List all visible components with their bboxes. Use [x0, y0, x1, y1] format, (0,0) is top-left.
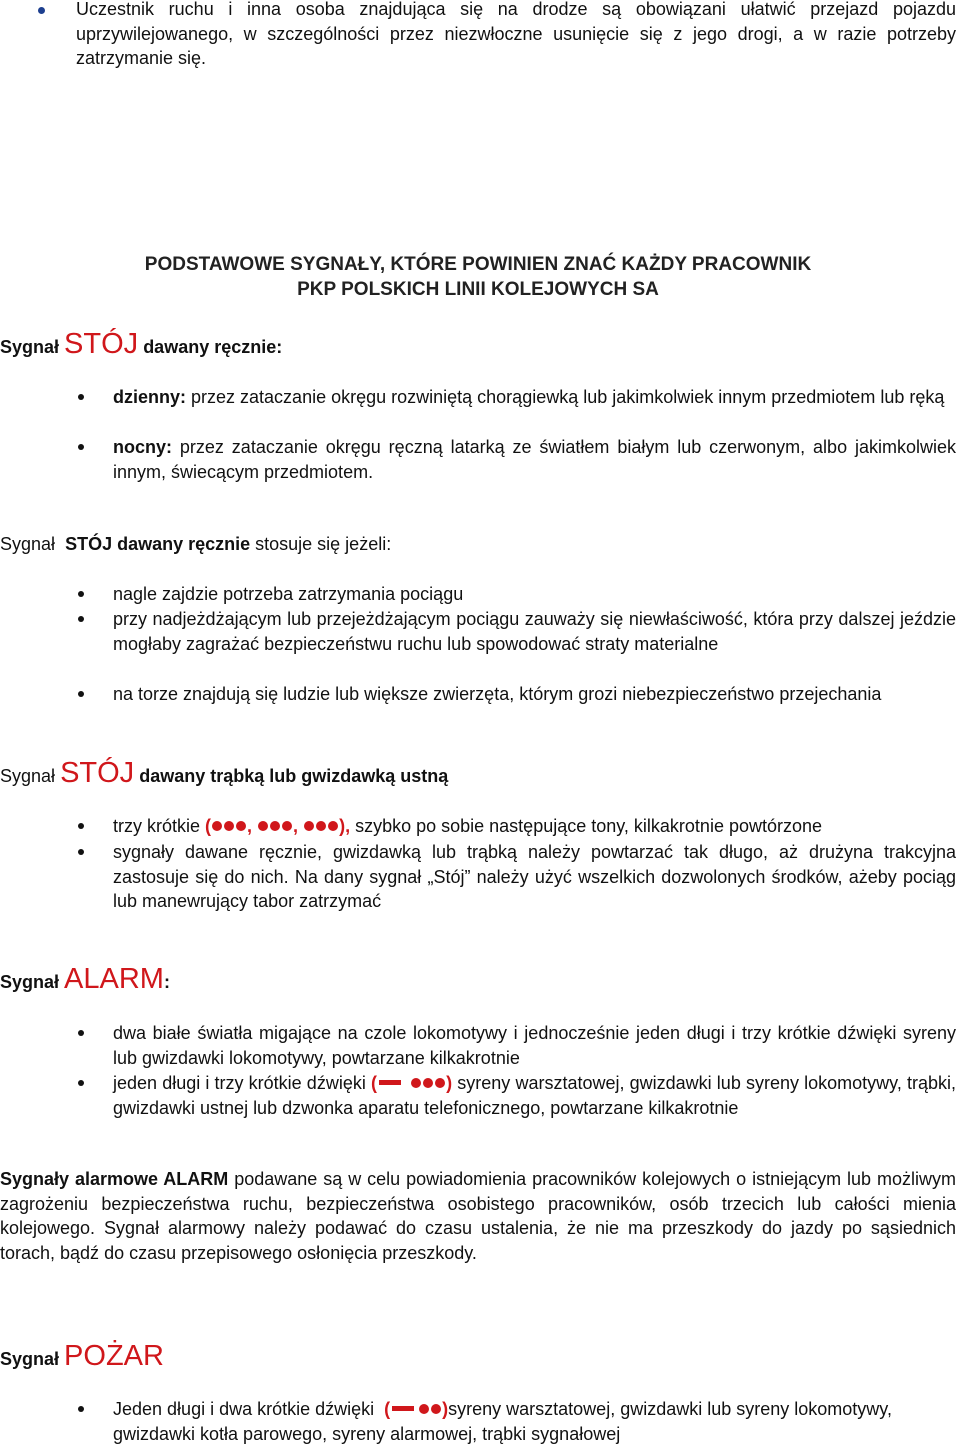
separator: , — [293, 816, 299, 836]
item-text: syreny warsztatowej, gwizdawki lub syreny lokomotywy, gwizdawki kotła parowego, syreny alarmowej, trąbki sygnałowej — [113, 1399, 892, 1444]
bullet-icon — [78, 849, 84, 855]
heading-line-1: PODSTAWOWE SYGNAŁY, KTÓRE POWINIEN ZNAĆ KAŻDY PRACOWNIK — [144, 254, 812, 275]
item-label: dzienny: — [113, 387, 187, 407]
bullet-icon — [78, 394, 84, 400]
intro-paragraph: Uczestnik ruchu i inna osoba znajdująca się na drodze są obowiązani ułatwić przejazd pojazdu uprzywilejowanego, w szczególności przez niezwłoczne usunięcie się z jego drogi, a w razie potrzeby zatrzymanie się. — [76, 0, 956, 68]
section-pozar-title — [0, 1340, 164, 1375]
bullet-icon — [38, 7, 45, 14]
bullet-icon — [78, 691, 84, 697]
separator: , — [247, 816, 253, 836]
section-stoj-horn-title — [0, 757, 448, 792]
paren-open: ( — [384, 1399, 391, 1419]
paragraph-bold: Sygnały alarmowe ALARM — [0, 1169, 229, 1189]
list-item — [113, 814, 956, 839]
short-tone-icon — [328, 821, 338, 831]
long-tone-icon — [379, 1080, 401, 1085]
signal-rest: stosuje się jeżeli: — [250, 534, 392, 554]
bullet-icon — [78, 1080, 84, 1086]
signal-suffix: dawany ręcznie: — [143, 337, 283, 357]
bullet-icon — [78, 1030, 84, 1036]
short-tone-icon — [304, 821, 314, 831]
short-tone-icon — [431, 1404, 441, 1414]
list-item: nagle zajdzie potrzeba zatrzymania pociągu — [113, 584, 464, 604]
paren-close: ) — [442, 1399, 449, 1419]
signal-bold: STÓJ dawany ręcznie — [65, 534, 251, 554]
section-stoj-usage-title — [0, 532, 391, 557]
item-text: przez zataczanie okręgu ręczną latarką ze światłem białym lub czerwonym, albo jakimkolwiek innym, świecącym przedmiotem. — [113, 437, 956, 482]
short-tone-icon — [435, 1078, 445, 1088]
section-alarm-title — [0, 963, 170, 998]
signal-suffix: dawany trąbką lub gwizdawką ustną — [139, 766, 449, 786]
signal-name: STÓJ — [64, 328, 139, 360]
paragraph-text: podawane są w celu powiadomienia pracowników kolejowych o istniejącym lub możliwym zagrożeniu bezpieczeństwa ruchu, bezpieczeństwa osobistego pracowników, osób trzecich lub całości mienia kolejowego. Sygnał alarmowy należy podawać do czasu ustalenia, że nie ma przeszkody do jazdy po sąsiednich torach, bądź do czasu przepisowego osłonięcia przeszkody. — [0, 1169, 957, 1263]
list-item: sygnały dawane ręcznie, gwizdawką lub trąbką należy powtarzać tak długo, aż drużyna trakcyjna zastosuje się do nich. Na dany sygnał „Stój” należy użyć wszelkich dozwolonych środków, ażeby pociąg lub manewrujący tabor zatrzymać — [113, 842, 956, 911]
page-heading — [0, 252, 956, 302]
short-tone-icon — [282, 821, 292, 831]
short-tone-icon — [423, 1078, 433, 1088]
list-item: dwa białe światła migające na czole lokomotywy i jednocześnie jeden długi i trzy krótkie dźwięki syreny lub gwizdawki lokomotywy, powtarzane kilkakrotnie — [113, 1023, 956, 1068]
list-item — [113, 435, 956, 484]
signal-name: STÓJ — [60, 757, 135, 789]
signal-name: ALARM — [64, 963, 164, 995]
signal-prefix: Sygnał — [0, 534, 56, 554]
heading-line-2: PKP POLSKICH LINII KOLEJOWYCH SA — [297, 279, 659, 300]
item-text: jeden długi i trzy krótkie dźwięki — [113, 1073, 371, 1093]
alarm-paragraph — [0, 1167, 956, 1265]
item-text: Jeden długi i dwa krótkie dźwięki — [113, 1399, 385, 1419]
short-tone-icon — [212, 821, 222, 831]
signal-colon: : — [163, 972, 170, 992]
list-item — [113, 385, 956, 410]
list-item — [113, 1071, 956, 1120]
short-tone-icon — [411, 1078, 421, 1088]
bullet-icon — [78, 444, 84, 450]
item-label: nocny: — [113, 437, 173, 457]
list-item — [113, 1397, 956, 1446]
signal-prefix: Sygnał — [0, 1349, 60, 1369]
item-text: syreny warsztatowej, gwizdawki lub syreny lokomotywy, trąbki, gwizdawki ustnej lub dzwonka aparatu telefonicznego, powtarzane kilkakrotnie — [113, 1073, 956, 1118]
short-tone-icon — [316, 821, 326, 831]
paren-open: ( — [370, 1073, 377, 1093]
paren-close: ) — [446, 1073, 453, 1093]
signal-prefix: Sygnał — [0, 337, 60, 357]
bullet-icon — [78, 1406, 84, 1412]
item-text: przez zataczanie okręgu rozwiniętą chorągiewką lub jakimkolwiek innym przedmiotem lub ręką — [186, 387, 945, 407]
short-tone-icon — [236, 821, 246, 831]
signal-prefix: Sygnał — [0, 972, 60, 992]
short-tone-icon — [419, 1404, 429, 1414]
list-item: na torze znajdują się ludzie lub większe zwierzęta, którym grozi niebezpieczeństwo przejechania — [113, 684, 882, 704]
long-tone-icon — [392, 1406, 414, 1411]
bullet-icon — [78, 591, 84, 597]
item-text: trzy krótkie — [113, 816, 206, 836]
short-tone-icon — [224, 821, 234, 831]
paren-open: ( — [205, 816, 212, 836]
short-tone-icon — [258, 821, 268, 831]
bullet-icon — [78, 823, 84, 829]
item-text: szybko po sobie następujące tony, kilkakrotnie powtórzone — [350, 816, 823, 836]
short-tone-icon — [270, 821, 280, 831]
section-stoj-manual-title — [0, 328, 282, 363]
signal-name: POŻAR — [64, 1340, 164, 1372]
signal-prefix: Sygnał — [0, 766, 56, 786]
list-item: przy nadjeżdżającym lub przejeżdżającym pociągu zauważy się niewłaściwość, która przy dalszej jeździe mogłaby zagrażać bezpieczeństwu ruchu lub spowodować straty materialne — [113, 609, 956, 654]
bullet-icon — [78, 616, 84, 622]
paren-close: ), — [339, 816, 351, 836]
